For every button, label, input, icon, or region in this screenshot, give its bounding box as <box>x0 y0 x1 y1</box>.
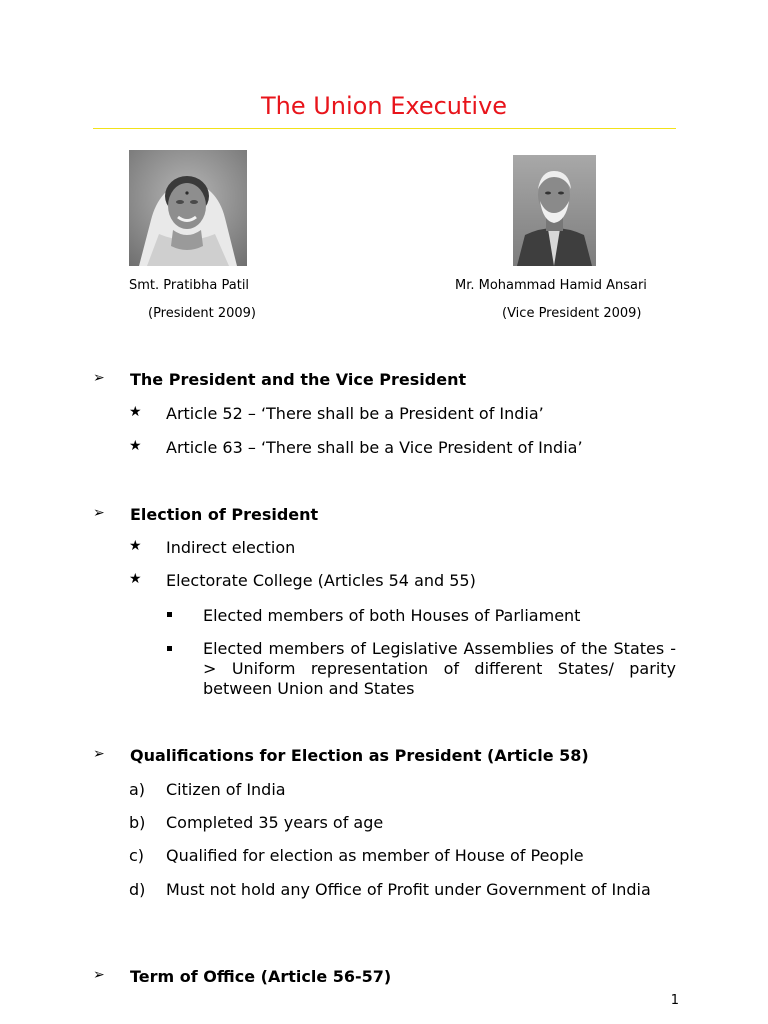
page-number: 1 <box>670 993 679 1008</box>
list-item: Citizen of India <box>166 780 286 799</box>
star-bullet-icon: ★ <box>129 438 142 454</box>
vice-president-role: (Vice President 2009) <box>502 306 642 321</box>
vice-president-photo <box>513 155 596 266</box>
sub-list-item: Elected members of both Houses of Parliament <box>203 606 581 625</box>
president-name: Smt. Pratibha Patil <box>129 278 250 293</box>
list-item: Must not hold any Office of Profit under Government of India <box>166 880 651 899</box>
star-bullet-icon: ★ <box>129 538 142 554</box>
list-item: Qualified for election as member of House of People <box>166 846 584 865</box>
vice-president-name: Mr. Mohammad Hamid Ansari <box>455 278 647 293</box>
arrow-bullet-icon: ➢ <box>93 967 105 983</box>
arrow-bullet-icon: ➢ <box>93 746 105 762</box>
star-bullet-icon: ★ <box>129 571 142 587</box>
arrow-bullet-icon: ➢ <box>93 505 105 521</box>
page-title: The Union Executive <box>260 92 508 120</box>
president-photo <box>129 150 247 266</box>
sub-list-item: Elected members of Legislative Assemblies of the States -> Uniform representation of different States/ parity between Union and States <box>203 639 676 698</box>
title-divider <box>93 128 676 129</box>
list-letter: d) <box>129 880 146 899</box>
star-bullet-icon: ★ <box>129 404 142 420</box>
list-letter: c) <box>129 846 145 865</box>
list-letter: b) <box>129 813 146 832</box>
document-page: The Union Executive Smt. Pratibha Patil (President 2009) Mr. Mohammad Hamid Ansari (Vice President 2009) ➢ The President and the Vice President ★ Article 52 – ‘There shall be a President of India’ ★ Article 63 – ‘There shall be a Vice President of India’ ➢ Election of President ★ Indirect election ★ Electorate College (Articles 54 and 55) Elected members of both Houses of Parliament Elected members of Legislative Assemblies of the States -> Uniform representation of different States/ parity between Union and States ➢ Qualifications for Election as President (Article 58) a) Citizen of India b) Completed 35 years of age c) Qualified for election as member of House of People d) Must not hold any Office of Profit under Government of India ➢ Term of Office (Article 56-57) 1 <box>0 0 768 1024</box>
square-bullet-icon <box>167 646 172 651</box>
list-item: Completed 35 years of age <box>166 813 384 832</box>
list-letter: a) <box>129 780 146 799</box>
president-role: (President 2009) <box>148 306 256 321</box>
arrow-bullet-icon: ➢ <box>93 370 105 386</box>
square-bullet-icon <box>167 612 172 617</box>
